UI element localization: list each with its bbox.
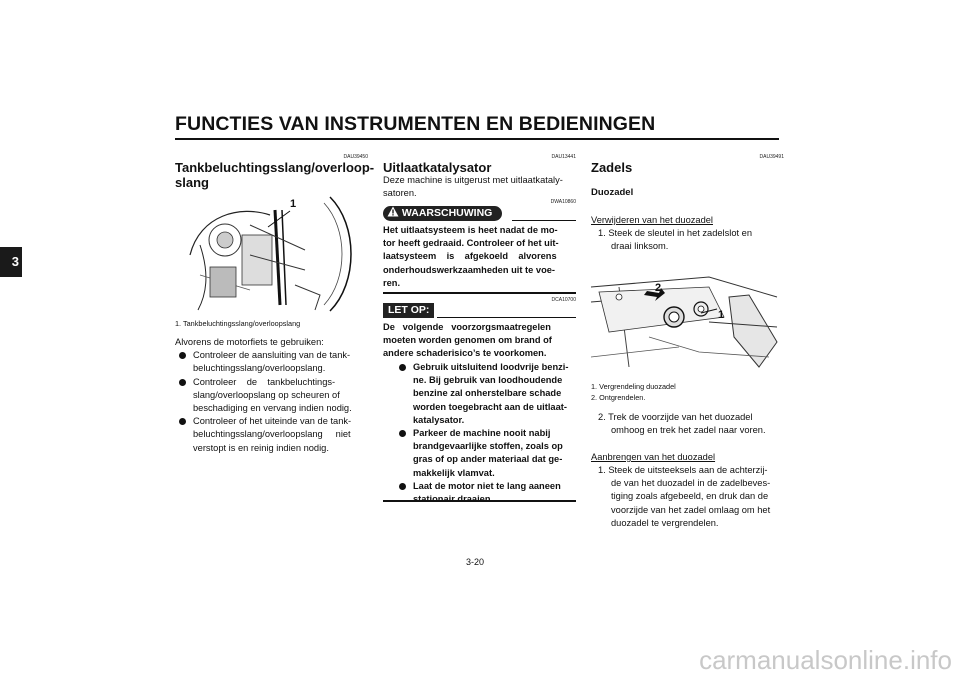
section-code: DAU39450 (343, 154, 368, 160)
list-item-line: slang/overloopslang op scheuren of (193, 389, 340, 400)
step-line: tiging zoals afgebeeld, en druk dan de (611, 491, 769, 502)
list-item (175, 415, 371, 455)
figure-caption: 1. Vergrendeling duozadel (591, 382, 676, 391)
list-item-line: Controleer de aansluiting van de tank- (193, 350, 351, 361)
section-title-fuel-tank-breather-hose (175, 160, 375, 190)
warning-line: laatsysteem is afgekoeld alvorens (383, 251, 557, 262)
install-step-1 (598, 464, 784, 530)
section-code: DAU13441 (551, 154, 576, 160)
figure-caption: 2. Ontgrendelen. (591, 393, 646, 402)
note-badge: LET OP: (383, 303, 434, 318)
warning-text (383, 224, 576, 290)
list-item-line: beschadiging en vervang indien nodig. (193, 403, 352, 414)
remove-heading: Verwijderen van het duozadel (591, 215, 713, 225)
section-code: DAU39491 (759, 154, 784, 160)
col2-intro (383, 174, 577, 200)
warning-triangle-icon (387, 207, 402, 219)
header-rule (175, 138, 779, 140)
warning-label: WAARSCHUWING (401, 207, 493, 219)
bullet-icon (399, 483, 406, 490)
list-item-line: brandgevaarlijke stoffen, zoals op (413, 441, 563, 452)
list-item-line: Laat de motor niet te lang aaneen (413, 480, 561, 491)
watermark: carmanualsonline.info (699, 645, 952, 675)
note-list (395, 361, 576, 506)
note-text (383, 321, 576, 361)
list-item-line: katalysator. (413, 414, 465, 425)
col1-body (175, 336, 371, 455)
figure-captions (591, 381, 676, 403)
note-line: De volgende voorzorgsmaatregelen (383, 322, 551, 332)
figure-callout: 2 (655, 282, 662, 294)
list-item (395, 480, 576, 506)
warning-header-rule (512, 220, 576, 221)
bullet-icon (179, 418, 186, 425)
list-item-line: gras of op ander materiaal dat ge- (413, 454, 563, 465)
list-item-line: benzine zal onherstelbare schade (413, 388, 562, 399)
list-item-line: worden toegebracht aan de uitlaat- (413, 401, 567, 412)
warning-code: DWA10860 (550, 199, 576, 205)
note-bottom-rule (383, 500, 576, 502)
list-item-line: Controleer of het uiteinde van de tank- (193, 416, 352, 427)
list-item (175, 349, 371, 375)
list-item-line: beluchtingsslang/overloopslang. (193, 363, 326, 374)
step-line: 1. Steek de uitsteeksels aan de achterzij- (598, 465, 768, 475)
figure-callout: 1 (290, 198, 297, 210)
warning-line: tor heeft gedraaid. Controleer of het uit- (383, 238, 559, 249)
bullet-icon (179, 352, 186, 359)
check-list (175, 349, 371, 455)
note-header-rule (437, 317, 576, 318)
list-item-line: Parkeer de machine nooit nabij (413, 428, 551, 439)
note-line: moeten worden genomen om brand of (383, 335, 552, 346)
step-line: de van het duozadel in de zadelbeves- (611, 478, 771, 489)
section-title-seats: Zadels (591, 160, 633, 175)
step-line: 1. Steek de sleutel in het zadelslot en (598, 228, 753, 238)
section-title-line: Tankbeluchtingsslang/overloop- (175, 160, 375, 175)
warning-line: onderhoudswerkzaamheden uit te voe- (383, 264, 556, 275)
intro-line: satoren. (383, 188, 417, 199)
warning-bottom-rule (383, 292, 576, 294)
page-header-title: FUNCTIES VAN INSTRUMENTEN EN BEDIENINGEN (175, 113, 656, 135)
section-title-line: slang (175, 175, 209, 190)
step-line: 2. Trek de voorzijde van het duozadel (598, 412, 753, 422)
list-item-line: verstopt is en reinig indien nodig. (193, 442, 329, 453)
section-title-catalytic-converter: Uitlaatkatalysator (383, 160, 492, 175)
remove-step-2 (598, 411, 784, 437)
step-line: voorzijde van het zadel omlaag om het (611, 504, 771, 515)
warning-line: ren. (383, 277, 401, 288)
seat-lock-photo (589, 257, 779, 375)
intro-line: Deze machine is uitgerust met uitlaatkataly- (383, 175, 563, 185)
list-item-line: Gebruik uitsluitend loodvrije benzi- (413, 362, 569, 372)
step-line: omhoog en trek het zadel naar voren. (611, 425, 766, 436)
list-item-line: Controleer de tankbeluchtings- (193, 376, 336, 387)
figure-caption: 1. Tankbeluchtingsslang/overloopslang (175, 319, 301, 328)
subsection-title-passenger-seat: Duozadel (591, 187, 634, 198)
breather-hose-photo (180, 195, 358, 313)
list-item (175, 376, 371, 416)
list-item-line: makkelijk vlamvat. (413, 467, 495, 478)
bullet-icon (399, 364, 406, 371)
figure-callout: 1 (718, 309, 725, 321)
remove-step-1 (598, 227, 784, 253)
step-line: draai linksom. (611, 241, 669, 252)
warning-line: Het uitlaatsysteem is heet nadat de mo- (383, 225, 558, 235)
step-line: duozadel te vergrendelen. (611, 517, 719, 528)
note-line: andere schaderisico’s te voorkomen. (383, 348, 547, 359)
page-number: 3-20 (466, 557, 485, 567)
bullet-icon (399, 430, 406, 437)
chapter-tab: 3 (0, 247, 22, 277)
precaution-list (395, 361, 576, 506)
intro-text: Alvorens de motorfiets te gebruiken: (175, 337, 324, 347)
list-item-line: beluchtingsslang/overloopslang niet (193, 429, 351, 440)
list-item-line: ne. Bij gebruik van loodhoudende (413, 375, 563, 386)
warning-badge (383, 206, 502, 221)
list-item (395, 427, 576, 480)
note-code: DCA10700 (551, 297, 576, 303)
list-item (395, 361, 576, 427)
bullet-icon (179, 379, 186, 386)
install-heading: Aanbrengen van het duozadel (591, 452, 716, 462)
